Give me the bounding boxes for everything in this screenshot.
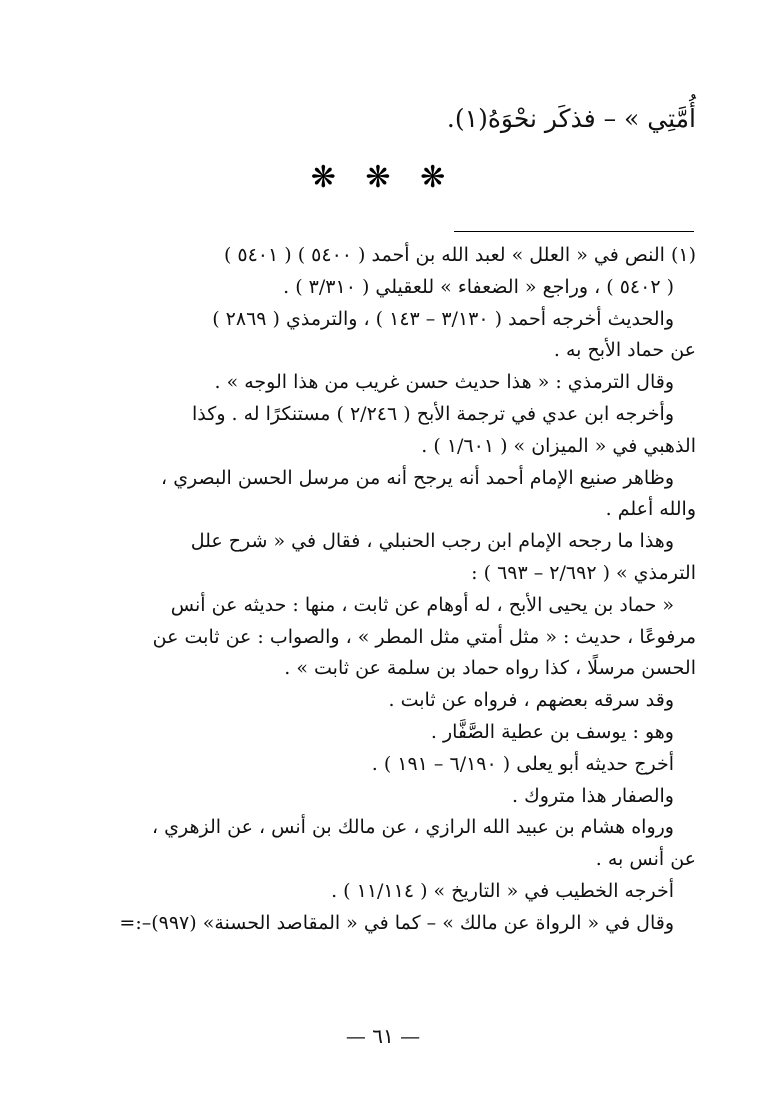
footnote-line: وقال الترمذي : « هذا حديث حسن غريب من هذا الوجه » . bbox=[214, 371, 674, 394]
footnote-line: والحديث أخرجه أحمد ( ٣/١٣٠ – ١٤٣ ) ، والترمذي ( ٢٨٦٩ ) bbox=[212, 307, 674, 330]
footnote-line: وظاهر صنيع الإمام أحمد أنه يرجح أنه من مرسل الحسن البصري ، bbox=[161, 466, 674, 489]
section-separator: ❋ ❋ ❋ bbox=[310, 160, 456, 195]
footnote-line: الترمذي » ( ٢/٦٩٢ – ٦٩٣ ) : bbox=[471, 561, 696, 584]
footnote-rule bbox=[454, 231, 694, 232]
footnote-line: الذهبي في « الميزان » ( ١/٦٠١ ) . bbox=[421, 434, 696, 457]
footnote-line: عن حماد الأبح به . bbox=[553, 339, 696, 362]
footnote-line: ورواه هشام بن عبيد الله الرازي ، عن مالك بن أنس ، عن الزهري ، bbox=[151, 816, 674, 839]
footnote-line: وهو : يوسف بن عطية الصَّفَّار . bbox=[430, 720, 674, 743]
footnote-line: (١) النص في « العلل » لعبد الله بن أحمد ( ٥٤٠٠ ) ( ٥٤٠١ ) bbox=[223, 244, 696, 266]
footnote-line: وقال في « الرواة عن مالك » – كما في « المقاصد الحسنة» (٩٩٧)–:= bbox=[119, 911, 674, 934]
footnote-line: « حماد بن يحيى الأبح ، له أوهام عن ثابت ، منها : حديثه عن أنس bbox=[170, 593, 674, 616]
footnote-line: أخرج حديثه أبو يعلى ( ٦/١٩٠ – ١٩١ ) . bbox=[371, 752, 674, 775]
footnote-line: وهذا ما رجحه الإمام ابن رجب الحنبلي ، فقال في « شرح علل bbox=[190, 530, 674, 553]
footnote-line: وأخرجه ابن عدي في ترجمة الأبح ( ٢/٢٤٦ ) مستنكرًا له . وكذا bbox=[192, 402, 674, 425]
footnote-line: وقد سرقه بعضهم ، فرواه عن ثابت . bbox=[388, 689, 674, 712]
footnote-line: والصفار هذا متروك . bbox=[512, 784, 674, 807]
footnote-line: أخرجه الخطيب في « التاريخ » ( ١١/١١٤ ) . bbox=[331, 879, 674, 902]
footnote-line: الحسن مرسلًا ، كذا رواه حماد بن سلمة عن ثابت » . bbox=[284, 657, 696, 680]
main-text-line: أُمَّتِي » – فذكَر نحْوَهُ(١). bbox=[446, 104, 696, 133]
footnote-line: عن أنس به . bbox=[595, 848, 696, 871]
page-number: — ٦١ — bbox=[345, 1024, 421, 1048]
footnote-line: والله أعلم . bbox=[605, 498, 696, 521]
footnotes-block bbox=[118, 240, 696, 940]
footnote-line: ( ٥٤٠٢ ) ، وراجع « الضعفاء » للعقيلي ( ٣/٣١٠ ) . bbox=[283, 275, 674, 298]
footnote-line: مرفوعًا ، حديث : « مثل أمتي مثل المطر » ، والصواب : عن ثابت عن bbox=[152, 625, 696, 648]
